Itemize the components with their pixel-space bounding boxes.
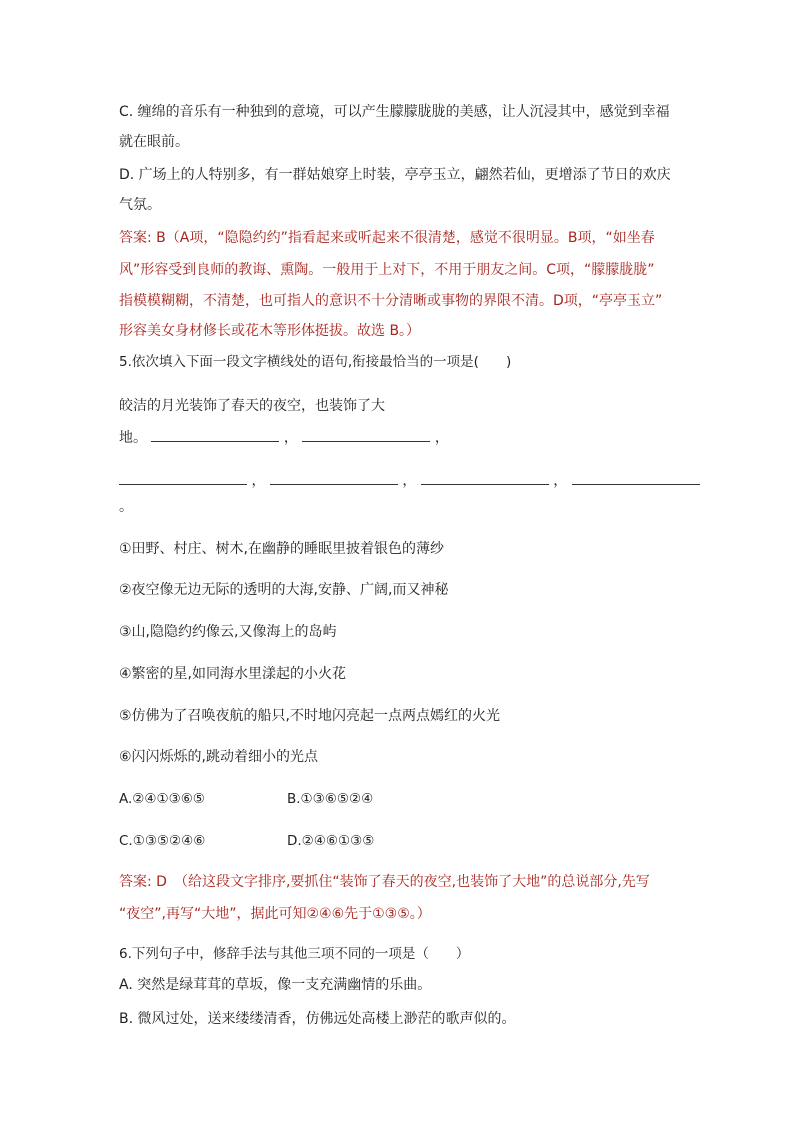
q4-option-d-line2: 气氛。 xyxy=(119,197,161,213)
q6-option-a[interactable]: A. 突然是绿茸茸的草坂，像一支充满幽情的乐曲。 xyxy=(119,977,432,993)
q5-item-1: ①田野、村庄、树木,在幽静的睡眠里披着银色的薄纱 xyxy=(119,541,444,557)
q5-item-2: ②夜空像无边无际的透明的大海,安静、广阔,而又神秘 xyxy=(119,582,449,598)
q6-option-b[interactable]: B. 微风过处，送来缕缕清香，仿佛远处高楼上渺茫的歌声似的。 xyxy=(119,1011,516,1027)
q4-answer-line3: 指模模糊糊，不清楚，也可指人的意识不十分清晰或事物的界限不清。D项，“亭亭玉立” xyxy=(119,293,663,309)
q6-stem: 6.下列句子中，修辞手法与其他三项不同的一项是（ ） xyxy=(119,946,470,962)
q5-end-mark: 。 xyxy=(119,499,133,515)
q5-option-b[interactable]: B.①③⑥⑤②④ xyxy=(287,791,374,807)
fill-blank[interactable] xyxy=(572,470,700,485)
q5-passage-line1: 皎洁的月光装饰了春天的夜空，也装饰了大 xyxy=(119,398,385,414)
q5-passage-line3 xyxy=(119,470,700,491)
q5-answer-line2: “夜空”,再写“大地”，据此可知②④⑥先于①③⑤。） xyxy=(119,906,431,922)
comma: ， xyxy=(553,473,568,489)
q5-passage-prefix: 地。 xyxy=(119,430,147,446)
q5-item-6: ⑥闪闪烁烁的,跳动着细小的光点 xyxy=(119,749,319,765)
q4-answer-line2: 风”形容受到良师的教诲、熏陶。一般用于上对下，不用于朋友之间。C项，“朦朦胧胧” xyxy=(119,262,655,278)
comma: ， xyxy=(402,473,417,489)
q5-item-4: ④繁密的星,如同海水里漾起的小火花 xyxy=(119,666,347,682)
fill-blank[interactable] xyxy=(270,470,398,485)
q5-item-3: ③山,隐隐约约像云,又像海上的岛屿 xyxy=(119,624,337,640)
comma: ， xyxy=(251,473,266,489)
fill-blank[interactable] xyxy=(151,427,279,442)
fill-blank[interactable] xyxy=(119,470,247,485)
q5-item-5: ⑤仿佛为了召唤夜航的船只,不时地闪亮起一点两点嫣红的火光 xyxy=(119,708,500,724)
q5-option-d[interactable]: D.②④⑥①③⑤ xyxy=(287,833,375,849)
q4-option-c-line1: C. 缠绵的音乐有一种独到的意境，可以产生朦朦胧胧的美感，让人沉浸其中，感觉到幸福 xyxy=(119,104,670,120)
q5-answer-line1: 答案: D （给这段文字排序,要抓住“装饰了春天的夜空,也装饰了大地”的总说部分,先写 xyxy=(119,874,650,890)
q4-answer-line4: 形容美女身材修长或花木等形体挺拔。故选 B。） xyxy=(119,323,421,339)
comma: ， xyxy=(283,430,298,446)
q4-answer-line1: 答案: B（A项，“隐隐约约”指看起来或听起来不很清楚，感觉不很明显。B项，“如坐春 xyxy=(119,230,655,246)
fill-blank[interactable] xyxy=(421,470,549,485)
q4-option-d-line1: D. 广场上的人特别多，有一群姑娘穿上时装，亭亭玉立，翩然若仙，更增添了节日的欢庆 xyxy=(119,167,671,183)
q5-option-a[interactable]: A.②④①③⑥⑤ xyxy=(119,791,205,807)
fill-blank[interactable] xyxy=(302,427,430,442)
q5-passage-line2 xyxy=(119,427,449,448)
q4-option-c-line2: 就在眼前。 xyxy=(119,134,189,150)
comma: ， xyxy=(434,430,449,446)
q5-option-c[interactable]: C.①③⑤②④⑥ xyxy=(119,833,206,849)
q5-stem: 5.依次填入下面一段文字横线处的语句,衔接最恰当的一项是( ) xyxy=(119,354,512,370)
